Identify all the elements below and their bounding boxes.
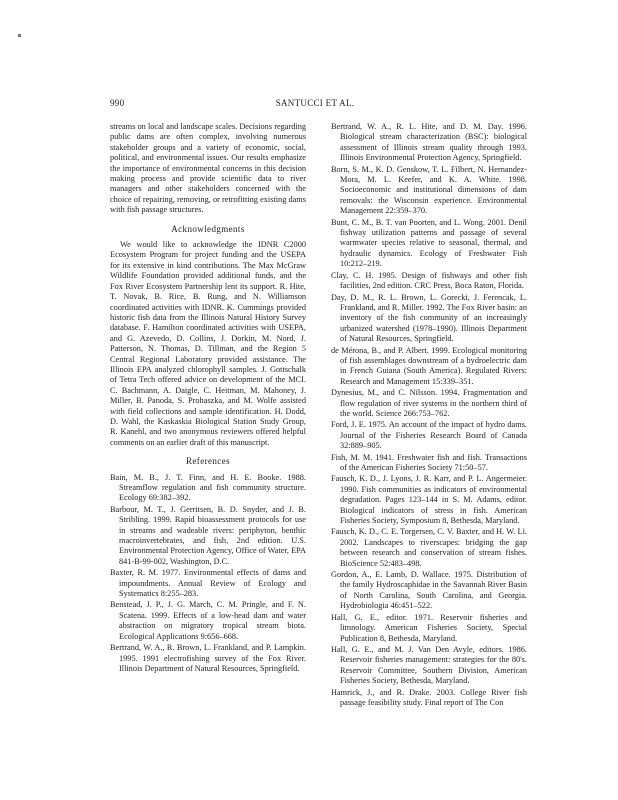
intro-paragraph: streams on local and landscape scales. Decisions regarding public dams are often complex, involving numerous stakeholder groups and a variety of economic, social, political, and environmental issues. Our results emphasize the importance of environmental concerns in this decision making process and provide scientific data to river managers and other stakeholders concerned with the choice of repairing, removing, or retrofitting existing dams with fish passage structures.: [110, 122, 306, 215]
page-number: 990: [110, 98, 125, 108]
reference-entry: Barbour, M. T., J. Gerritsen, B. D. Snyder, and J. B. Stribling. 1999. Rapid bioassessment protocols for use in streams and wadeable rivers: periphyton, benthic macroinvertebrates, and fish, 2nd edition. U.S. Environmental Protection Agency, Office of Water, EPA 841-B-99-002, Washington, D.C.: [110, 504, 306, 566]
reference-entry: Bain, M. B., J. T. Finn, and H. E. Booke. 1988. Streamflow regulation and fish community structure. Ecology 69:382–392.: [110, 472, 306, 503]
reference-entry: Clay, C. H. 1995. Design of fishways and other fish facilities, 2nd edition. CRC Press, Boca Raton, Florida.: [331, 270, 527, 291]
reference-entry: Gordon, A., E. Lamb, D. Wallace. 1975. Distribution of the family Hydroscaphidae in the Savannah River Basin of North Carolina, South Carolina, and Georgia. Hydrobiologia 46:451–522.: [331, 570, 527, 611]
reference-entry: Dynesius, M., and C. Nilsson. 1994. Fragmentation and flow regulation of river systems in the northern third of the world. Science 266:753–762.: [331, 388, 527, 418]
reference-entry: Fausch, K. D., J. Lyons, J. R. Karr, and P. L. Angermeier. 1990. Fish communities as indicators of environmental degradation. Pages 123–144 in S. M. Adams, editor. Biological indicators of stress in fish. American Fisheries Society, Symposium 8, Bethesda, Maryland.: [331, 474, 527, 526]
reference-entry: Hamrick, J., and R. Drake. 2003. College River fish passage feasibility study. Final report of The Con: [331, 687, 527, 707]
reference-entry: Ford, J. E. 1975. An account of the impact of hydro dams. Journal of the Fisheries Research Board of Canada 32:889–905.: [331, 420, 527, 451]
reference-entry: Bertrand, W. A., R. Brown, L. Frankland, and P. Lampkin. 1995. 1991 electrofishing survey of the Fox River. Illinois Department of Natural Resources, Springfield.: [110, 643, 306, 673]
right-column: [331, 122, 527, 709]
reference-entry: Day, D. M., R. L. Brown, L. Gorecki, J. Ferencak, L. Frankland, and R. Miller. 1992. The Fox River basin: an inventory of the fish community of an increasingly urbanized watershed (1978–1990). Illinois Department of Natural Resources, Springfield.: [331, 292, 527, 344]
scan-speck: [18, 34, 21, 37]
reference-entry: Fish, M. M. 1941. Freshwater fish and fish. Transactions of the American Fisheries Society 71:50–57.: [331, 452, 527, 472]
running-title: SANTUCCI ET AL.: [275, 98, 355, 108]
acknowledgments-heading: Acknowledgments: [171, 223, 245, 234]
reference-entry: Hall, G. E., and M. J. Van Den Avyle, editors. 1986. Reservoir fisheries management: strategies for the 80's. Reservoir Committee, Southern Division, American Fisheries Society, Bethesda, Maryland.: [331, 644, 527, 686]
reference-entry: Hall, G. E., editor. 1971. Reservoir fisheries and limnology. American Fisheries Society, Special Publication 8, Bethesda, Maryland.: [331, 612, 527, 643]
reference-entry: Bertrand, W. A., R. L. Hite, and D. M. Day. 1996. Biological stream characterization (BSC): biological assessment of Illinois stream quality through 1993. Illinois Environmental Protection Agency, Springfield.: [331, 122, 527, 163]
reference-entry: Baxter, R. M. 1977. Environmental effects of dams and impoundments. Annual Review of Ecology and Systematics 8:255–283.: [110, 568, 306, 599]
reference-entry: Born, S. M., K. D. Genskow, T. L. Filbert, N. Hernandez-Mora, M. L. Keefer, and K. A. White. 1998. Socioeconomic and institutional dimensions of dam removals: the Wisconsin experience. Environmental Management 22:359–370.: [331, 164, 527, 216]
reference-entry: Benstead, J. P., J. G. March, C. M. Pringle, and F. N. Scatena. 1999. Effects of a low-head dam and water abstraction on migratory tropical stream biota. Ecological Applications 9:656–668.: [110, 600, 306, 641]
reference-entry: de Mérona, B., and P. Albert. 1999. Ecological monitoring of fish assemblages downstream of a hydroelectric dam in French Guiana (South America). Regulated Rivers: Research and Management 15:339–351.: [331, 345, 527, 386]
references-heading: References: [186, 456, 230, 467]
acknowledgments-text: We would like to acknowledge the IDNR C2000 Ecosystem Program for project funding and the USEPA for its extensive in kind contributions. The Max McGraw Wildlife Foundation provided additional funds, and the Fox River Ecosystem Partnership lent its support. R. Hite, T. Novak, B. Rice, B. Rung, and N. Williamson coordinated activities with IDNR. K. Cummings provided historic fish data from the Illinois Natural History Survey database. F. Hamilton coordinated activities with USEPA, and G. Azevedo, D. Collins, J. Dorkin, M. Nord, J. Patterson, N. Thomas, D. Tillman, and the Region 5 Central Regional Laboratory provided assistance. The Illinois EPA analyzed chlorophyll samples. J. Gottschalk of Tetra Tech offered advice on development of the MCI. C. Bachmann, A. Daigle, C. Heitman, M. Mahoney, J. Miller, B. Panoda, S. Prohaszka, and M. Wolfe assisted with field collections and sample identification. H. Dodd, D. Wahl, the Kaskaskia Biological Station Study Group, R. Kanehl, and two anonymous reviewers offered helpful comments on an earlier draft of this manuscript.: [110, 240, 306, 447]
reference-entry: Bunt, C. M., B. T. van Poorten, and L. Wong. 2001. Denil fishway utilization patterns and passage of several warmwater species relative to seasonal, thermal, and hydraulic dynamics. Ecology of Freshwater Fish 10:212–219.: [331, 217, 527, 269]
reference-entry: Fausch, K. D., C. E. Torgersen, C. V. Baxter, and H. W. Li. 2002. Landscapes to riverscapes: bridging the gap between research and conservation of stream fishes. BioScience 52:483–498.: [331, 527, 527, 568]
left-column: [110, 122, 306, 675]
